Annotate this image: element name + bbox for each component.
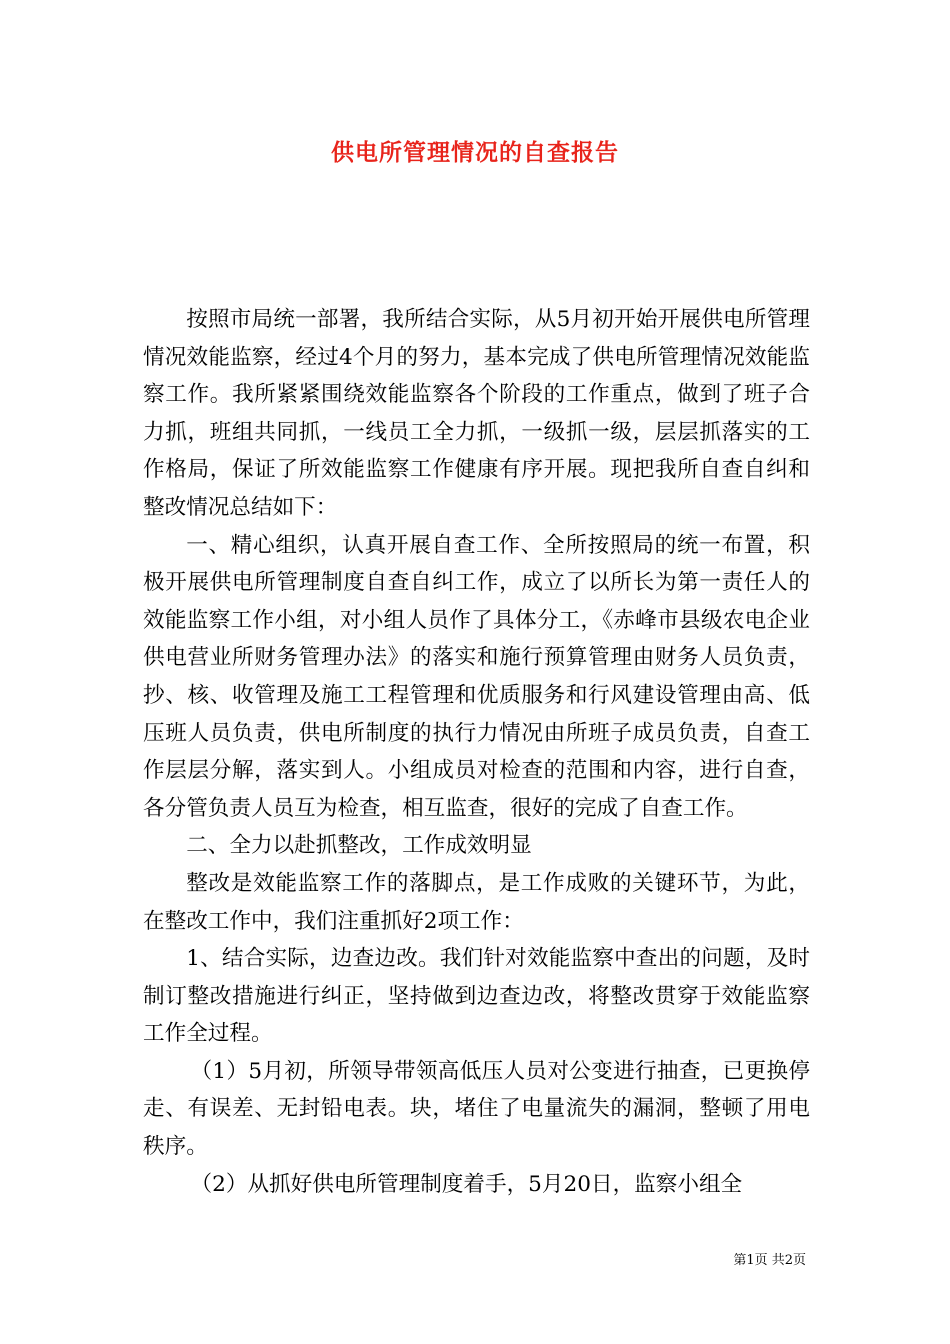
document-body [143,301,810,1203]
paragraph-section-1: 一、精心组织，认真开展自查工作、全所按照局的统一布置，积极开展供电所管理制度自查自纠工作，成立了以所长为第一责任人的效能监察工作小组，对小组人员作了具体分工，《赤峰市县级农电企业供电营业所财务管理办法》的落实和施行预算管理由财务人员负责，抄、核、收管理及施工工程管理和优质服务和行风建设管理由高、低压班人员负责，供电所制度的执行力情况由所班子成员负责，自查工作层层分解，落实到人。小组成员对检查的范围和内容，进行自查，各分管负责人员互为检查，相互监查，很好的完成了自查工作。 [143,532,810,821]
paragraph-section-2-heading: 二、全力以赴抓整改，工作成效明显 [186,833,532,859]
paragraph-item-1: 1、结合实际，边查边改。我们针对效能监察中查出的问题，及时制订整改措施进行纠正，坚持做到边查边改，将整改贯穿于效能监察工作全过程。 [143,946,810,1047]
paragraph-subitem-2: （2）从抓好供电所管理制度着手，5月20日，监察小组全 [190,1171,743,1197]
paragraph-subitem-1: （1）5月初，所领导带领高低压人员对公变进行抽查，已更换停走、有误差、无封铅电表。块，堵住了电量流失的漏洞，整顿了用电秩序。 [143,1058,810,1160]
page-number: 第1页 共2页 [733,1253,806,1268]
document-title: 供电所管理情况的自查报告 [331,139,619,166]
paragraph-section-2-intro: 整改是效能监察工作的落脚点，是工作成败的关键环节，为此，在整改工作中，我们注重抓好2项工作： [143,870,810,934]
paragraph-intro: 按照市局统一部署，我所结合实际，从5月初开始开展供电所管理情况效能监察，经过4个月的努力，基本完成了供电所管理情况效能监察工作。我所紧紧围绕效能监察各个阶段的工作重点，做到了班子合力抓，班组共同抓，一线员工全力抓，一级抓一级，层层抓落实的工作格局，保证了所效能监察工作健康有序开展。现把我所自查自纠和整改情况总结如下： [143,307,810,520]
